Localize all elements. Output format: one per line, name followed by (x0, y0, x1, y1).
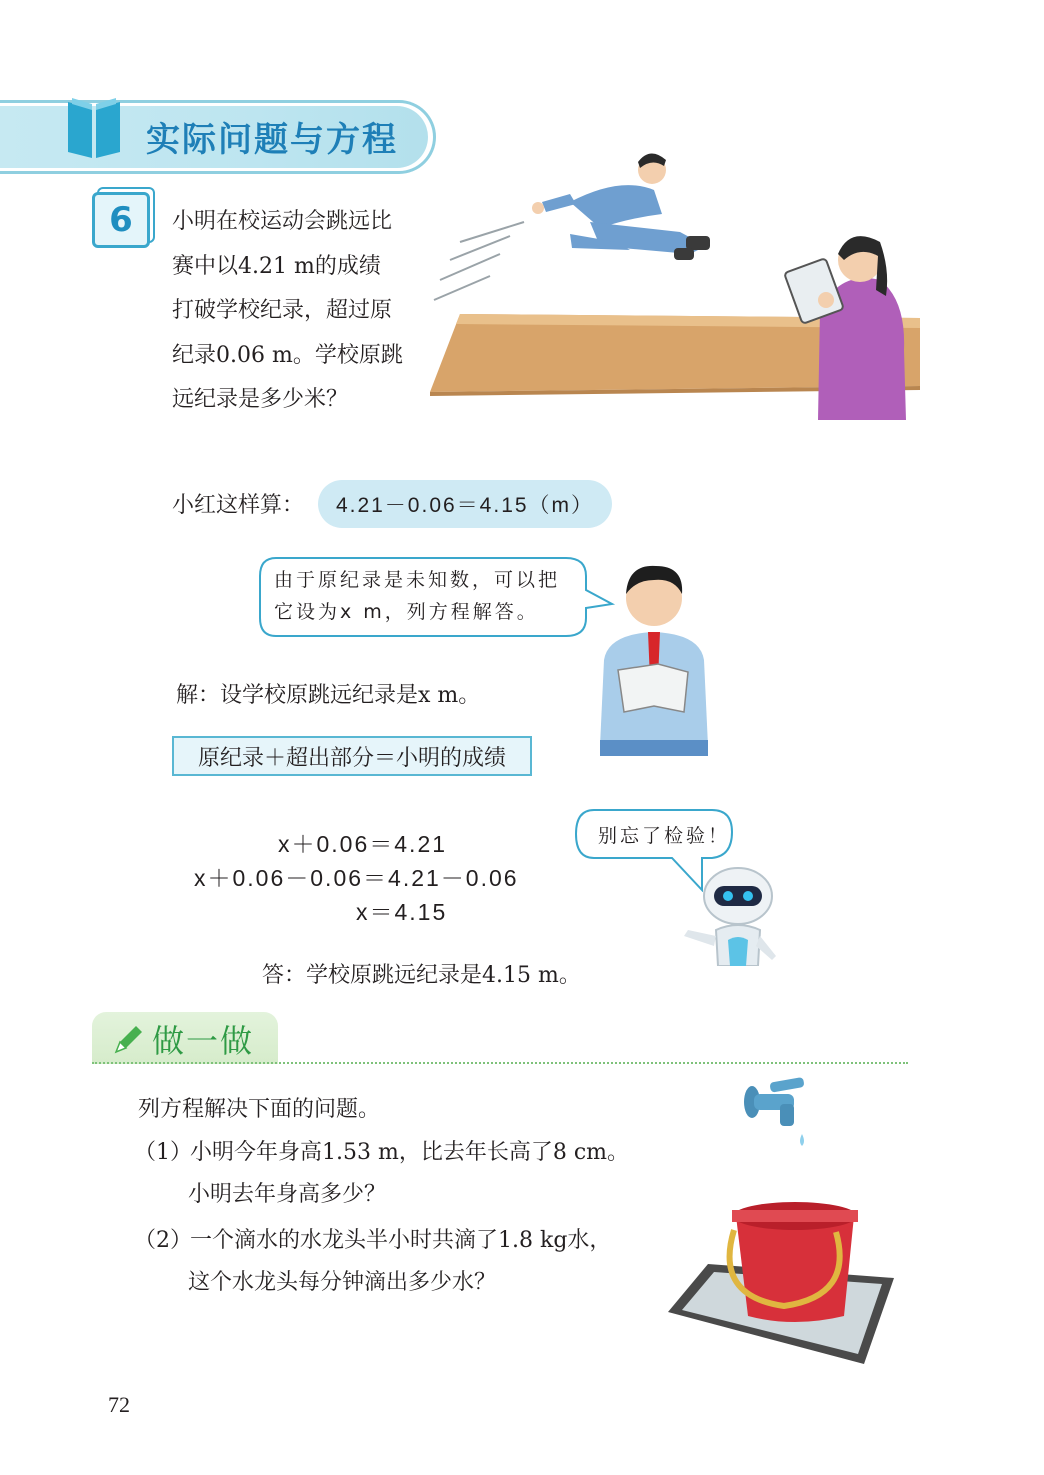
water-tap-illustration (740, 1070, 820, 1150)
pencil-icon (110, 1022, 146, 1058)
bucket-illustration (654, 1196, 904, 1368)
question-line: 小明今年身高1.53 m，比去年长高了8 cm。 (190, 1140, 630, 1165)
question-number: （1） (134, 1140, 192, 1165)
question-line: 小明去年身高多少？ (188, 1182, 387, 1207)
question-line: 一个滴水的水龙头半小时共滴了1.8 kg水， (190, 1228, 612, 1253)
question-number: （2） (134, 1228, 192, 1253)
xiaohong-calculation: 4.21－0.06＝4.15（m） (318, 480, 612, 528)
long-jump-illustration (420, 150, 930, 430)
question-2 (134, 1220, 611, 1304)
problem-line: 远纪录是多少米？ (172, 387, 349, 412)
robot-speech-text: 别忘了检验！ (598, 825, 731, 847)
doit-intro: 列方程解决下面的问题。 (138, 1097, 381, 1122)
boy-reading-illustration (584, 560, 724, 760)
book-icon (64, 96, 124, 162)
question-1 (134, 1132, 629, 1216)
boy-speech-line: 它设为x m，列方程解答。 (274, 601, 539, 623)
problem-text (172, 200, 422, 423)
robot-illustration (676, 856, 786, 966)
page-title: 实际问题与方程 (146, 120, 398, 160)
example-number-badge: 6 (92, 192, 150, 248)
section-divider (92, 1062, 908, 1064)
problem-line: 小明在校运动会跳远比 (172, 209, 393, 234)
problem-line: 赛中以4.21 m的成绩 (172, 253, 381, 279)
doit-title: 做一做 (152, 1022, 255, 1060)
boy-speech-line: 由于原纪录是未知数，可以把 (274, 569, 561, 591)
equation-line: x＋0.06＝4.21 (278, 831, 448, 857)
question-line: 这个水龙头每分钟滴出多少水？ (188, 1270, 497, 1295)
boy-speech-text (274, 564, 560, 628)
page-number: 72 (108, 1392, 130, 1417)
problem-line: 打破学校纪录，超过原 (172, 298, 393, 323)
solution-setup: 解：设学校原跳远纪录是x m。 (176, 683, 481, 708)
equation-line: x＝4.15 (356, 899, 448, 925)
problem-line: 纪录0.06 m。学校原跳 (172, 342, 403, 368)
equation-line: x＋0.06－0.06＝4.21－0.06 (194, 865, 519, 891)
answer-text: 答：学校原跳远纪录是4.15 m。 (262, 963, 581, 988)
xiaohong-label: 小红这样算： (172, 493, 305, 518)
relation-box: 原纪录＋超出部分＝小明的成绩 (172, 736, 532, 776)
